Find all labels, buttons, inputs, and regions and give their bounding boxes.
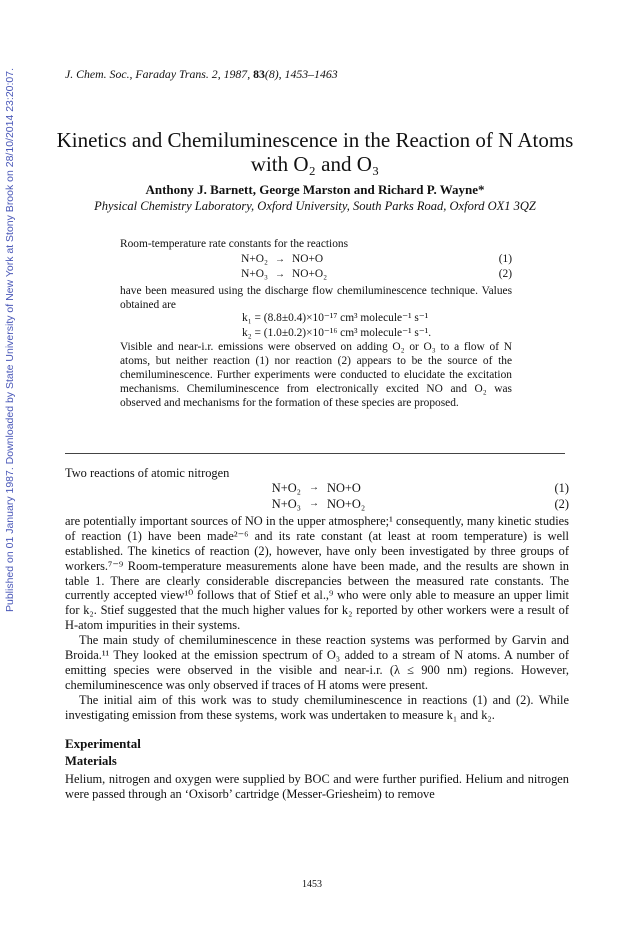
paragraph-3: The initial aim of this work was to study chemiluminescence in reactions (1) and (2). While investigating emission from these systems, work was undertaken to measure k₁ and k₂. <box>65 692 569 722</box>
equation-number: (2) <box>498 268 512 281</box>
journal-year: 1987, <box>223 67 251 81</box>
paragraph-4: Helium, nitrogen and oxygen were supplied by BOC and were further purified. Helium and nitrogen were passed through an ‘Oxisorb’ cartridge (Messer-Griesheim) to remove <box>65 772 569 802</box>
body-equations <box>65 481 569 513</box>
abstract-middle: have been measured using the discharge flow chemiluminescence technique. Values obtained are <box>120 284 512 311</box>
equation-2 <box>120 268 512 283</box>
subsection-heading: Materials <box>65 753 117 768</box>
page-number: 1453 <box>302 879 322 890</box>
section-heading: Experimental <box>65 735 141 751</box>
abstract-intro: Room-temperature rate constants for the reactions <box>120 238 349 250</box>
body-text <box>65 466 569 802</box>
equation-rhs: NO+O <box>327 481 361 496</box>
download-watermark: Published on 01 January 1987. Downloaded by State University of New York at Stony Brook on 28/10/2014 23:20:07. <box>4 67 16 613</box>
section-divider <box>65 453 565 454</box>
equation-rhs: NO+O <box>292 253 324 266</box>
abstract <box>120 238 512 410</box>
journal-volume: 83 <box>253 67 265 81</box>
abstract-equations <box>120 253 512 283</box>
equation-lhs: N+O₃ <box>241 268 268 281</box>
equation-number: (1) <box>498 253 512 266</box>
equation-1 <box>120 253 512 268</box>
paper-title: Kinetics and Chemiluminescence in the Reaction of N Atoms with O₂ and O₃ <box>56 128 574 176</box>
journal-name: J. Chem. Soc., Faraday Trans. 2, <box>65 67 221 81</box>
arrow-icon: → <box>309 482 319 494</box>
rate-constant-k2: k₂ = (1.0±0.2)×10⁻¹⁶ cm³ molecule⁻¹ s⁻¹. <box>242 326 432 339</box>
affiliation: Physical Chemistry Laboratory, Oxford University, South Parks Road, Oxford OX1 3QZ <box>94 199 536 213</box>
author-list: Anthony J. Barnett, George Marston and Richard P. Wayne* <box>145 182 485 197</box>
paragraph-1: are potentially important sources of NO in the upper atmosphere;¹ consequently, many kinetic studies of reaction (1) have been made²⁻⁶ and its rate constant (at least at room temperature) is well established. The kinetics of reaction (2), however, have only been investigated by three groups of workers.⁷⁻⁹ Room-temperature measurements alone have been made, and the results are shown in table 1. There are clearly considerable discrepancies between the measured rate constants. The currently accepted view¹⁰ follows that of Stief et al.,⁹ who were only able to measure an upper limit for k₂. Stief suggested that the much higher values for k₂ reported by other workers were a result of H-atom impurities in their systems. <box>65 513 569 633</box>
journal-citation <box>65 67 338 82</box>
equation-1 <box>65 481 569 497</box>
equation-lhs: N+O₃ <box>271 497 301 512</box>
paragraph-intro: Two reactions of atomic nitrogen <box>65 466 230 480</box>
equation-number: (2) <box>554 497 569 512</box>
journal-issue-pages: (8), 1453–1463 <box>264 67 338 81</box>
paragraph-2: The main study of chemiluminescence in these reaction systems was performed by Garvin and Broida.¹¹ They looked at the emission spectrum of O₃ added to a stream of N atoms. A number of emitting species were observed in the visible and near-i.r. (λ ≤ 900 nm) regions. However, chemiluminescence was only observed if traces of H atoms were present. <box>65 633 569 692</box>
arrow-icon: → <box>275 254 285 266</box>
equation-rhs: NO+O₂ <box>292 268 328 281</box>
equation-number: (1) <box>554 481 569 496</box>
arrow-icon: → <box>275 269 285 281</box>
abstract-end: Visible and near-i.r. emissions were observed on adding O₂ or O₃ to a flow of N atoms, but neither reaction (1) nor reaction (2) appears to be the source of the chemiluminescence. Further experiments were conducted to elucidate the excitation mechanisms. Chemiluminescence from electronically excited NO and O₂ was observed and mechanisms for the formation of these species are proposed. <box>120 341 512 409</box>
equation-rhs: NO+O₂ <box>327 497 366 512</box>
equation-lhs: N+O₂ <box>271 481 301 496</box>
rate-constant-k1: k₁ = (8.8±0.4)×10⁻¹⁷ cm³ molecule⁻¹ s⁻¹ <box>242 312 429 325</box>
equation-lhs: N+O₂ <box>241 253 268 266</box>
equation-2 <box>65 497 569 513</box>
arrow-icon: → <box>309 498 319 510</box>
